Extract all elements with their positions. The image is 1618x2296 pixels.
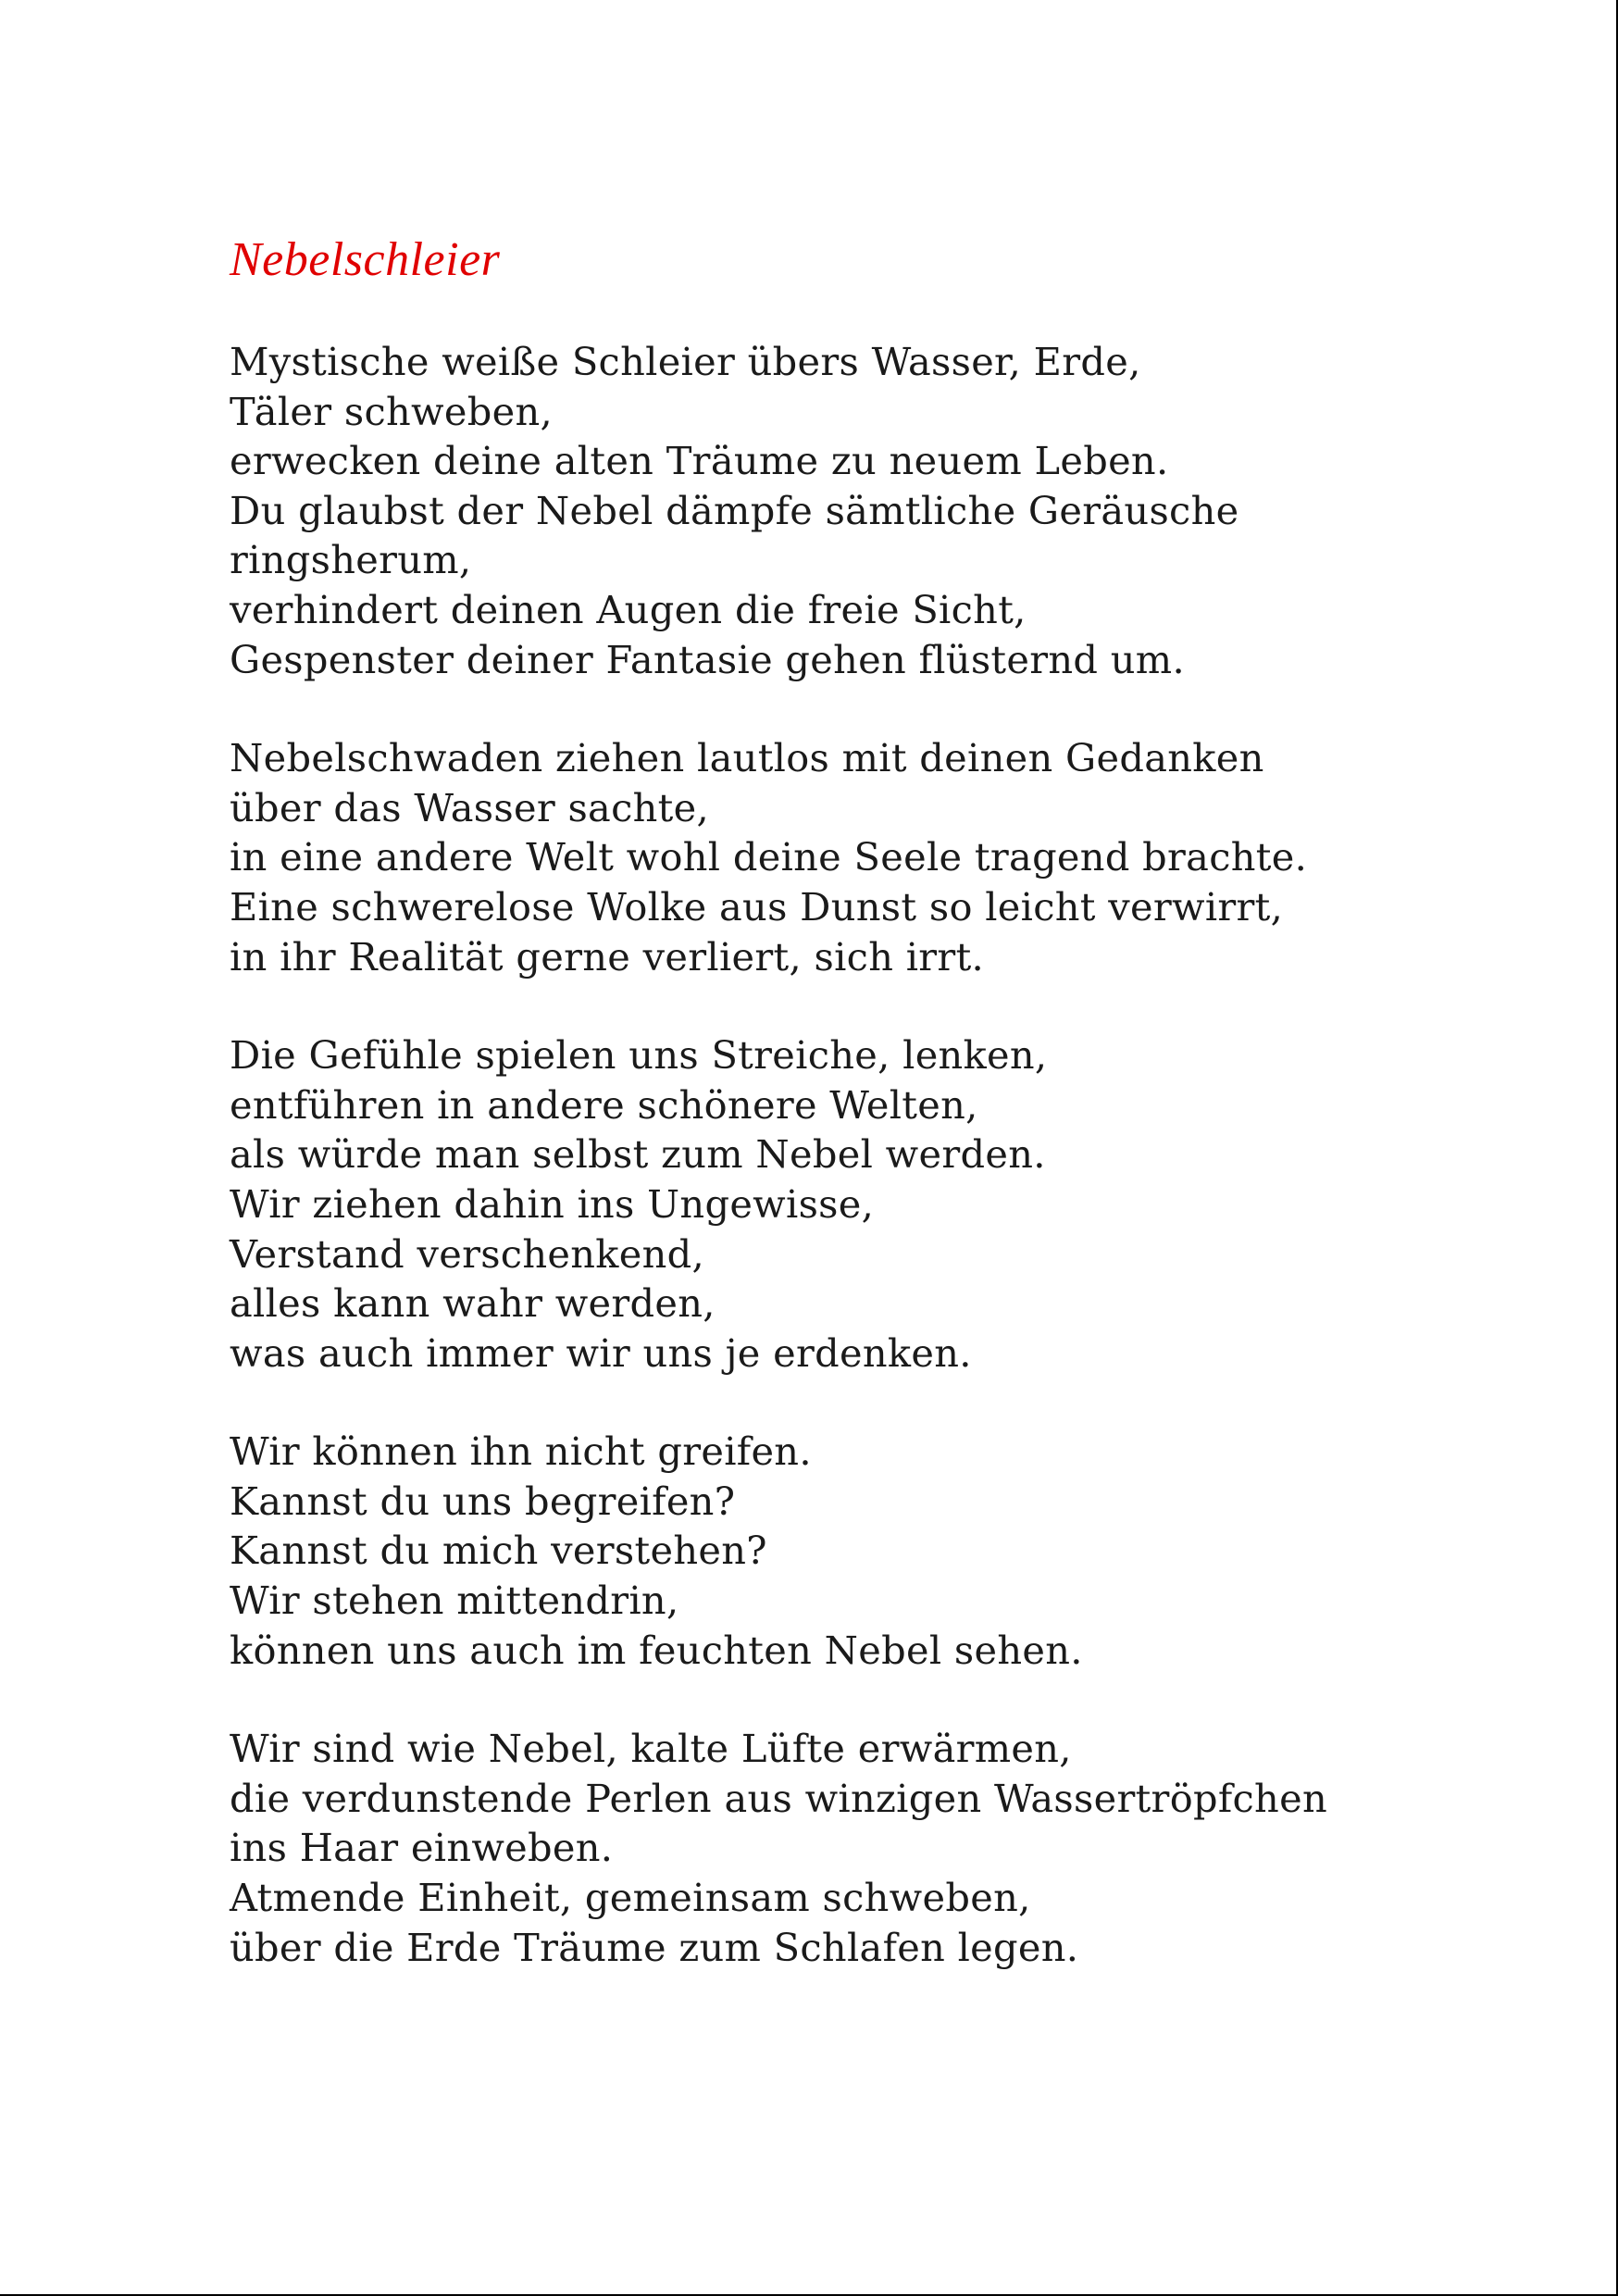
poem-title: Nebelschleier [230, 233, 501, 286]
stanza-2 [230, 733, 1525, 981]
poem-line: verhindert deinen Augen die freie Sicht, [230, 586, 1027, 632]
poem-line: entführen in andere schönere Welten, [230, 1081, 978, 1128]
poem-line: Die Gefühle spielen uns Streiche, lenken, [230, 1032, 1048, 1079]
poem-line: als würde man selbst zum Nebel werden. [230, 1131, 1046, 1178]
poem-line: erwecken deine alten Träume zu neuem Leben. [230, 438, 1169, 484]
poem-line: können uns auch im feuchten Nebel sehen. [230, 1627, 1083, 1673]
poem-line: Eine schwerelose Wolke aus Dunst so leicht verwirrt, [230, 883, 1284, 930]
poem-line: was auch immer wir uns je erdenken. [230, 1329, 972, 1376]
poem-line: über das Wasser sachte, [230, 784, 709, 830]
poem-line: Kannst du mich verstehen? [230, 1528, 767, 1574]
stanza-5 [230, 1724, 1525, 1972]
poem [230, 228, 1525, 2021]
stanza-3 [230, 1030, 1525, 1378]
poem-line: Atmende Einheit, gemeinsam schweben, [230, 1875, 1031, 1921]
poem-body [230, 337, 1525, 1972]
poem-line: alles kann wahr werden, [230, 1280, 716, 1327]
poem-line: Du glaubst der Nebel dämpfe sämtliche Geräusche [230, 487, 1239, 533]
poem-line: Mystische weiße Schleier übers Wasser, Erde, [230, 339, 1141, 384]
poem-line: die verdunstende Perlen aus winzigen Wassertröpfchen [230, 1775, 1327, 1821]
poem-line: Gespenster deiner Fantasie gehen flüsternd um. [230, 636, 1185, 682]
poem-line: in eine andere Welt wohl deine Seele tragend brachte. [230, 834, 1308, 880]
poem-line: Wir sind wie Nebel, kalte Lüfte erwärmen, [230, 1726, 1072, 1772]
poem-line: Wir können ihn nicht greifen. [230, 1429, 812, 1475]
stanza-1 [230, 337, 1525, 684]
poem-line: Nebelschwaden ziehen lautlos mit deinen Gedanken [230, 735, 1264, 781]
poem-line: Wir ziehen dahin ins Ungewisse, [230, 1180, 875, 1227]
poem-line: ringsherum, [230, 537, 472, 583]
poem-line: ins Haar einweben. [230, 1825, 614, 1871]
poem-line: Wir stehen mittendrin, [230, 1578, 679, 1624]
poem-line: Täler schweben, [230, 388, 553, 434]
poem-line: über die Erde Träume zum Schlafen legen. [230, 1924, 1079, 1970]
poem-line: Kannst du uns begreifen? [230, 1478, 736, 1524]
stanza-4 [230, 1427, 1525, 1675]
poem-line: in ihr Realität gerne verliert, sich irrt. [230, 933, 985, 980]
poem-line: Verstand verschenkend, [230, 1230, 704, 1277]
